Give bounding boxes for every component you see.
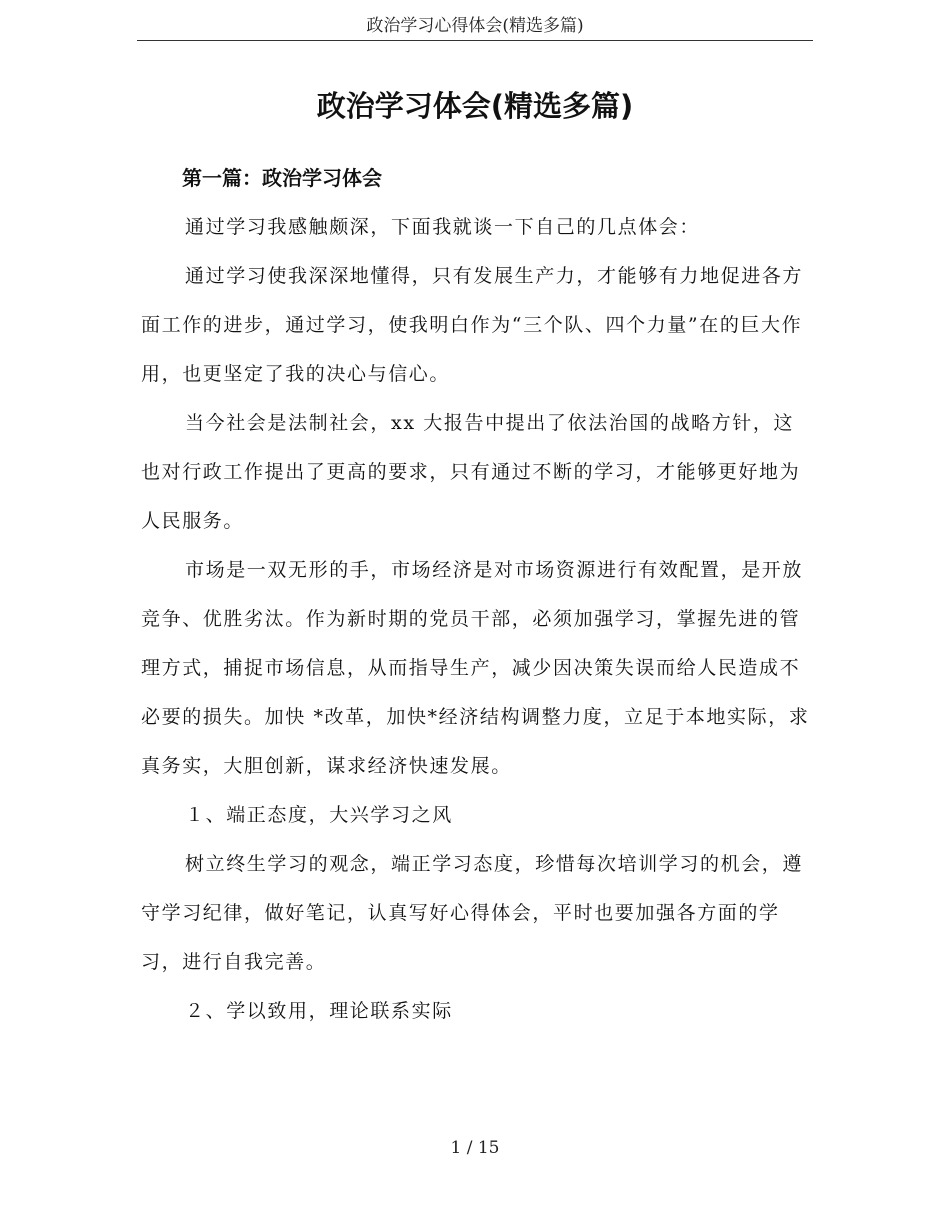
paragraph-4: 市场是一双无形的手，市场经济是对市场资源进行有效配置，是开放竞争、优胜劣汰。作为新时期的党员干部，必须加强学习，掌握先进的管理方式，捕捉市场信息，从而指导生产，减少因决策失误而给人民造成不必要的损失。加快 *改革，加快*经济结构调整力度，立足于本地实际，求真务实，大胆创新，谋求经济快速发展。: [141, 559, 810, 777]
running-header: 政治学习心得体会(精选多篇): [366, 16, 584, 36]
section-heading: 第一篇：政治学习体会: [182, 166, 382, 190]
document-title: 政治学习体会(精选多篇): [316, 89, 634, 123]
document-body: [141, 203, 811, 1036]
paragraph-5: 树立终生学习的观念，端正学习态度，珍惜每次培训学习的机会，遵守学习纪律，做好笔记，认真写好心得体会，平时也要加强各方面的学习，进行自我完善。: [141, 853, 804, 973]
page-number: 1 / 15: [450, 1138, 500, 1158]
list-heading-2: ２、学以致用，理论联系实际: [185, 1000, 453, 1022]
list-heading-1: １、端正态度，大兴学习之风: [185, 804, 453, 826]
paragraph-3: 当今社会是法制社会，xx 大报告中提出了依法治国的战略方针，这也对行政工作提出了更高的要求，只有通过不断的学习，才能够更好地为人民服务。: [141, 412, 801, 532]
paragraph-2: 通过学习使我深深地懂得，只有发展生产力，才能够有力地促进各方面工作的进步，通过学习，使我明白作为“三个队、四个力量”在的巨大作用，也更坚定了我的决心与信心。: [141, 265, 804, 385]
paragraph-1: 通过学习我感触颇深，下面我就谈一下自己的几点体会：: [185, 216, 701, 238]
header-divider: [137, 40, 813, 41]
